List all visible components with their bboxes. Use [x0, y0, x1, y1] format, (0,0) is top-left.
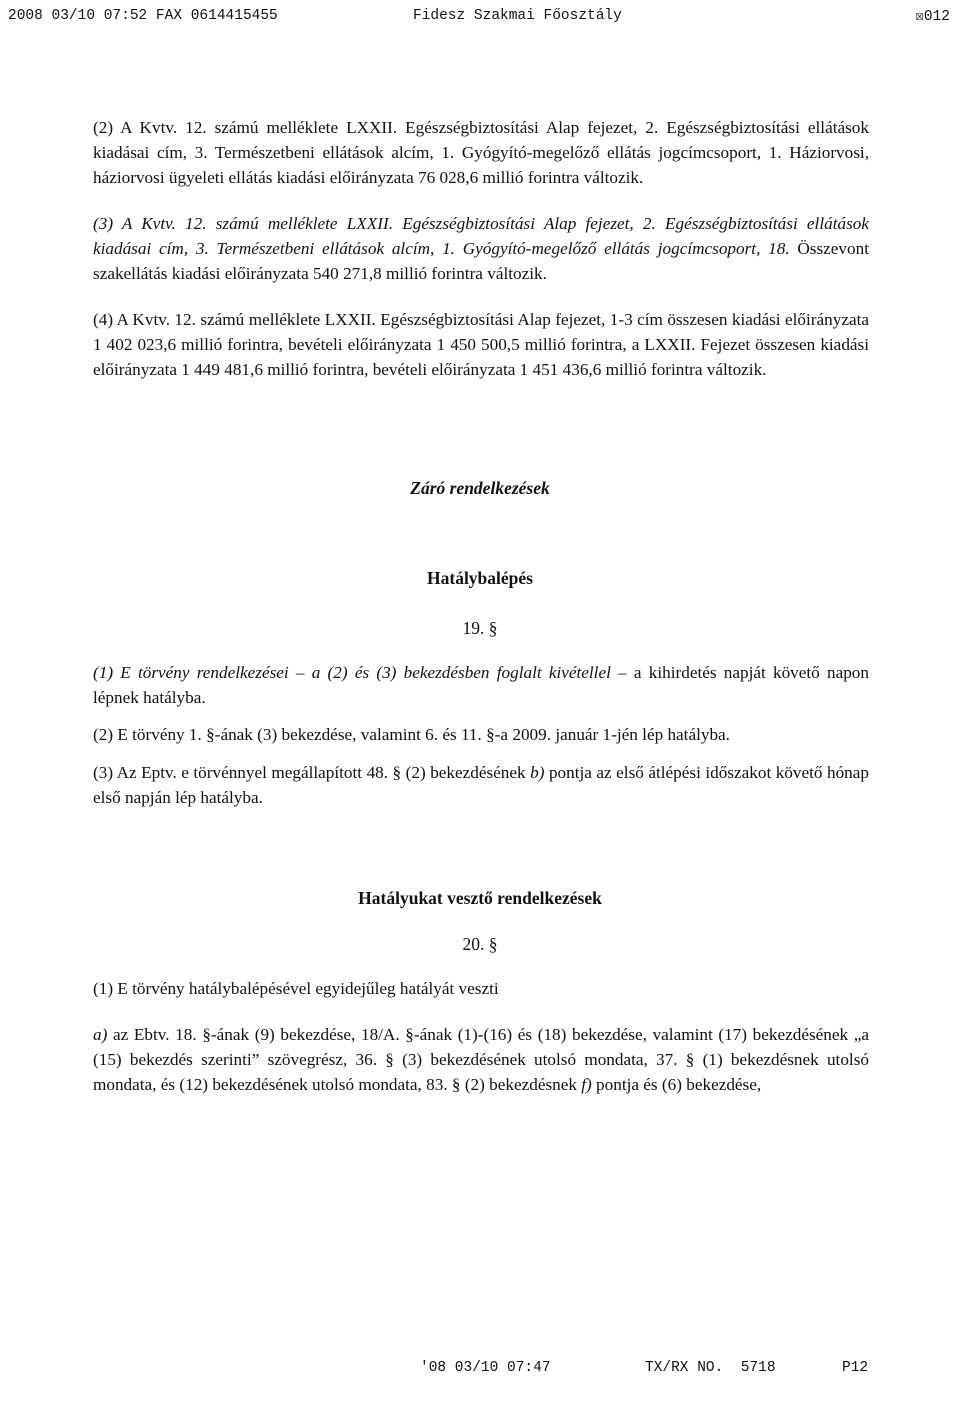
paragraph-3	[93, 211, 869, 286]
paragraph-4: (4) A Kvtv. 12. számú melléklete LXXII. Egészségbiztosítási Alap fejezet, 1-3 cím összesen kiadási előirányzata 1 402 023,6 millió forintra, bevételi előirányzata 1 450 500,5 millió forintra, a LXXII. Fejezet összesen kiadási előirányzata 1 449 481,6 millió forintra, bevételi előirányzata 1 451 436,6 millió forintra változik.	[93, 310, 869, 379]
heading-zaro-rendelkezesek: Záró rendelkezések	[410, 478, 550, 498]
fax-footer	[0, 1360, 960, 1382]
section-19-p1-regular: – a kihirdetés napját követő napon lépnek hatályba.	[93, 663, 869, 707]
section-19-number: 19. §	[462, 618, 498, 638]
section-20-point-f-label: f)	[581, 1075, 592, 1094]
fax-footer-time: '08 03/10 07:47	[420, 1360, 551, 1376]
heading-hatalyukat-veszto: Hatályukat vesztő rendelkezések	[358, 888, 602, 908]
fax-footer-page: P12	[842, 1360, 869, 1376]
section-19-p1-italic: (1) E törvény rendelkezései – a (2) és (3) bekezdésben foglalt kivétellel	[93, 663, 611, 682]
section-20-point-a	[93, 1022, 869, 1097]
fax-footer-txrx: TX/RX NO. 5718	[645, 1360, 776, 1376]
section-20-point-a-end: pontja és (6) bekezdése,	[591, 1075, 762, 1094]
fax-sender: Fidesz Szakmai Főosztály	[413, 8, 622, 24]
fax-datetime: 2008 03/10 07:52 FAX 0614415455	[8, 8, 278, 24]
section-19-paragraph-3	[93, 760, 869, 810]
fax-header	[8, 8, 950, 30]
paragraph-3-italic: (3) A Kvtv. 12. számú melléklete LXXII. Egészségbiztosítási Alap fejezet, 2. Egészségbiztosítási ellátások kiadásai cím, 3. Természetbeni ellátások alcím, 1. Gyógyító-megelőző ellátás jogcímcsoport, 18.	[93, 214, 869, 258]
section-20-number: 20. §	[462, 934, 498, 954]
section-20-paragraph-1: (1) E törvény hatálybalépésével egyidejűleg hatályát veszti	[93, 979, 499, 998]
section-19-p3-part-c: pontja az első átlépési időszakot követő hónap első napján lép hatályba.	[93, 763, 869, 807]
section-20-point-a-label: a)	[93, 1025, 108, 1044]
paragraph-3-regular: Összevont szakellátás kiadási előirányzata 540 271,8 millió forintra változik.	[93, 239, 869, 283]
section-19-paragraph-2: (2) E törvény 1. §-ának (3) bekezdése, valamint 6. és 11. §-a 2009. január 1-jén lép hatályba.	[93, 725, 730, 744]
section-19-p3-part-a: (3) Az Eptv. e törvénnyel megállapított 48. § (2) bekezdésének	[93, 763, 531, 782]
section-19-paragraph-1	[93, 660, 869, 710]
section-20-point-a-text: az Ebtv. 18. §-ának (9) bekezdése, 18/A. §-ának (1)-(16) és (18) bekezdése, valamint (17) bekezdésének „a (15) bekezdés szerinti” szövegrész, 36. § (3) bekezdésének utolsó mondata, 37. § (1) bekezdésnek utolsó mondata, és (12) bekezdésének utolsó mondata, 83. § (2) bekezdésnek	[93, 1025, 869, 1094]
fax-page-number: ☒012	[915, 9, 950, 25]
paragraph-2: (2) A Kvtv. 12. számú melléklete LXXII. Egészségbiztosítási Alap fejezet, 2. Egészségbiztosítási ellátások kiadásai cím, 3. Természetbeni ellátások alcím, 1. Gyógyító-megelőző ellátás jogcímcsoport, 1. Háziorvosi, háziorvosi ügyeleti ellátás kiadási előirányzata 76 028,6 millió forintra változik.	[93, 118, 869, 187]
section-19-p3-point-b: b)	[530, 763, 545, 782]
heading-hatalybalepes: Hatálybalépés	[427, 568, 533, 588]
